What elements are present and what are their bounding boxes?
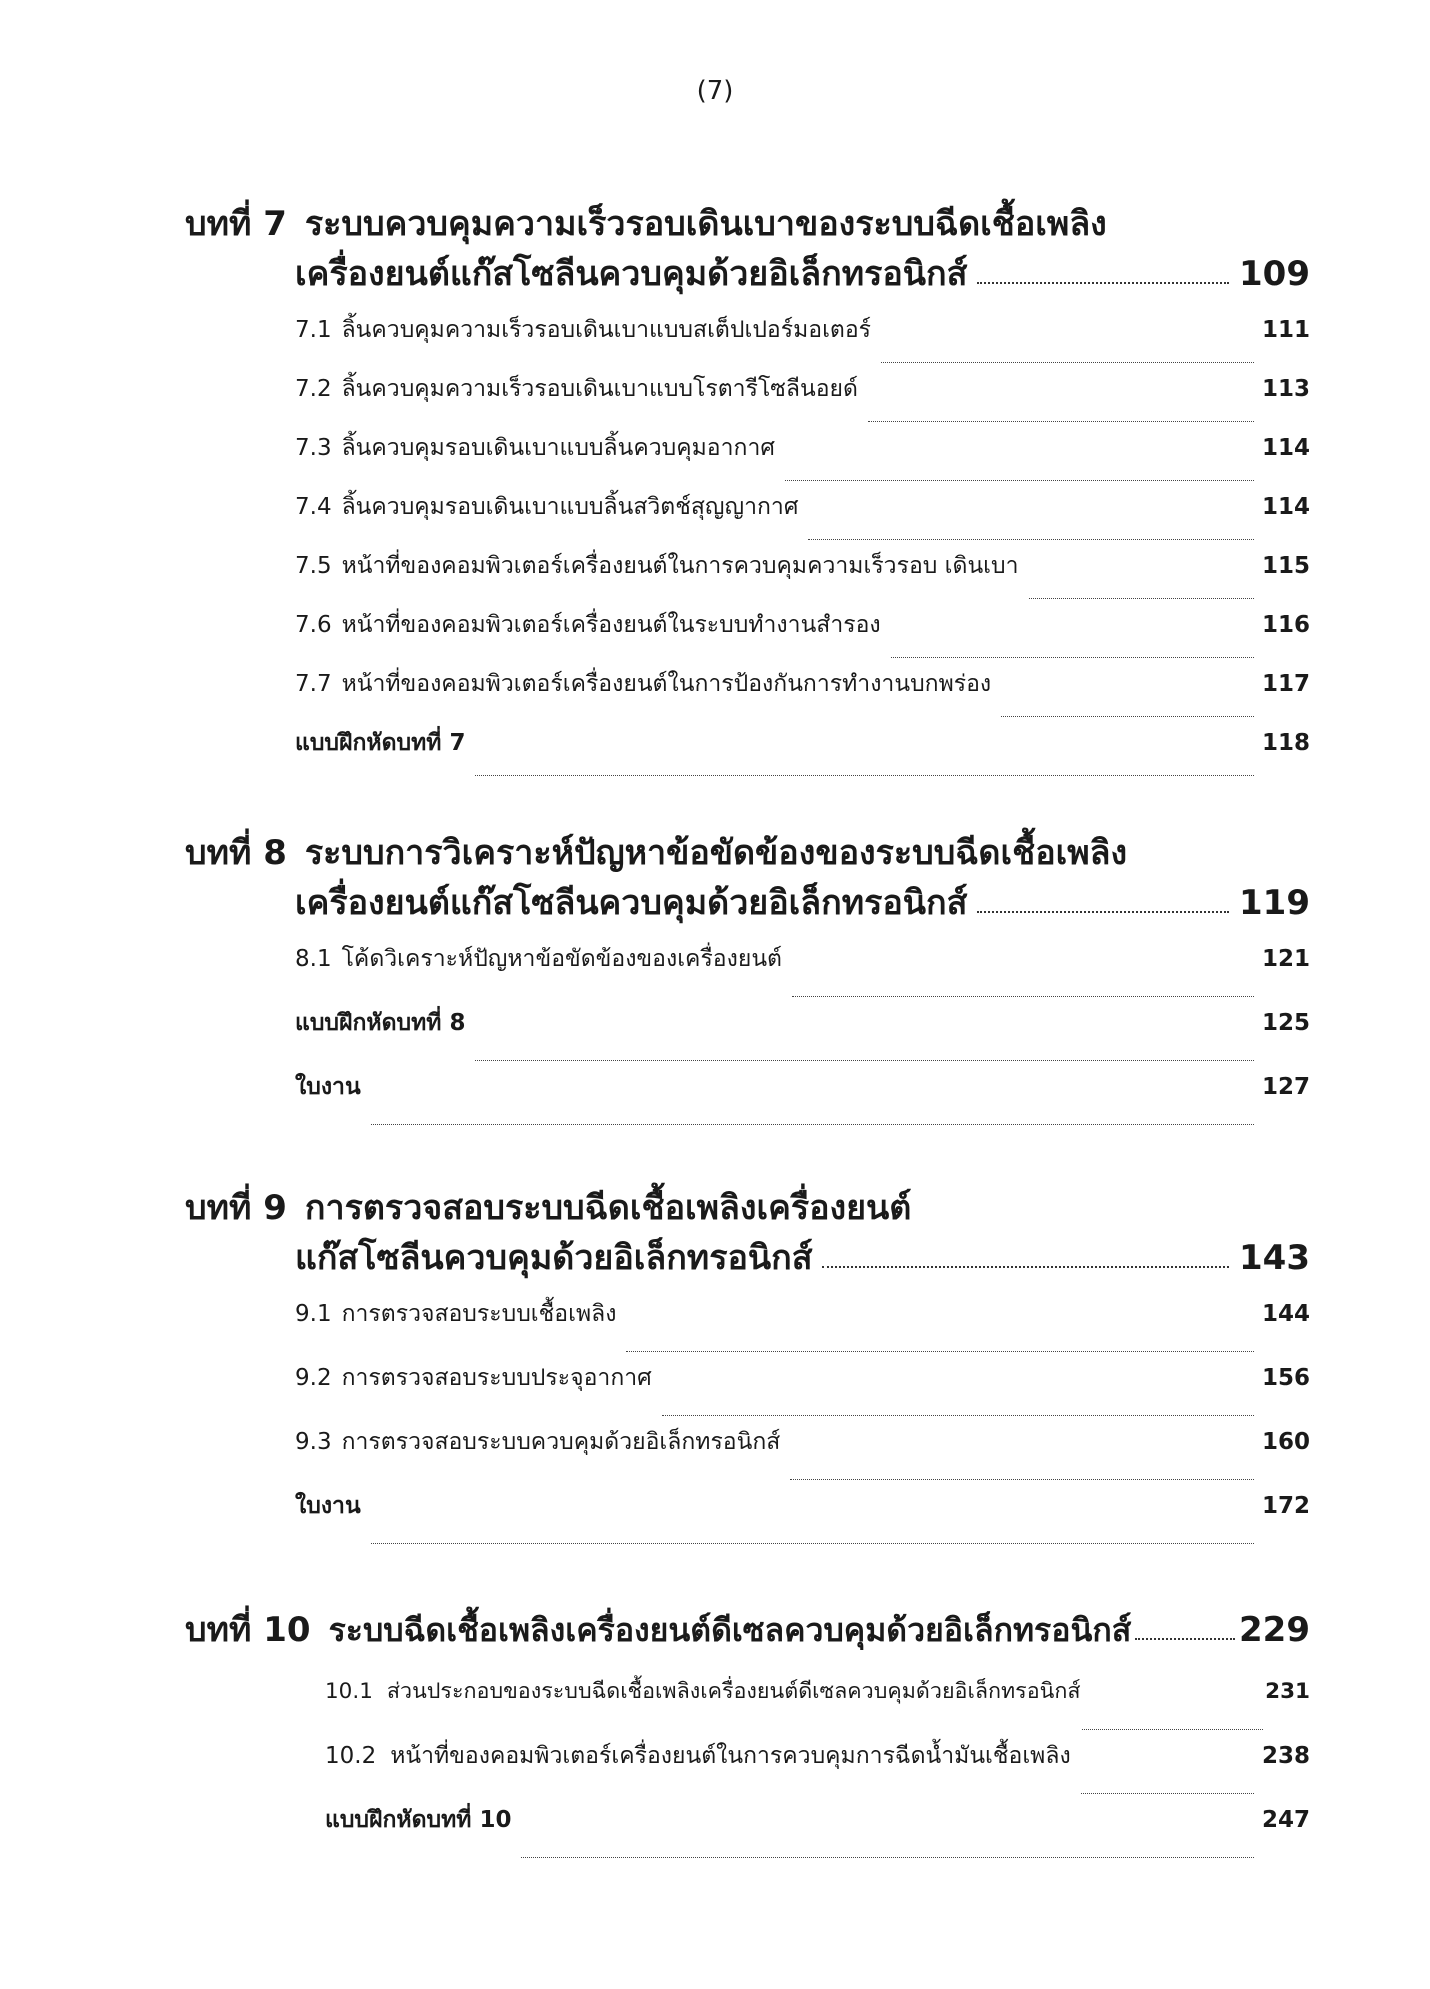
toc-entry-7-4[interactable]	[295, 489, 1310, 548]
entry-number: 9.2	[295, 1365, 332, 1391]
leader-dots	[1001, 716, 1254, 717]
chapter-label: บทที่ 8	[185, 833, 287, 873]
toc-entry-7-6[interactable]	[295, 607, 1310, 666]
toc-entry-7-1[interactable]	[295, 312, 1310, 371]
toc-entry-7-3[interactable]	[295, 430, 1310, 489]
toc-entry-exercise-8[interactable]	[295, 1005, 1310, 1069]
toc-entry-9-2[interactable]	[295, 1360, 1310, 1424]
leader-dots	[891, 657, 1254, 658]
entry-page: 114	[1261, 435, 1310, 461]
toc-entry-10-1[interactable]	[325, 1674, 1310, 1738]
entry-text: แบบฝึกหัดบทที่ 8	[295, 1010, 466, 1036]
leader-dots	[808, 539, 1254, 540]
chapter-9	[185, 1180, 1310, 1552]
entry-text: หน้าที่ของคอมพิวเตอร์เครื่องยนต์ในระบบทำงานสำรอง	[341, 612, 881, 638]
entry-number: 7.2	[295, 376, 332, 402]
entry-page: 121	[1261, 946, 1310, 972]
leader-dots	[881, 362, 1254, 363]
chapter-heading-line2	[185, 1230, 1310, 1280]
entry-page: 160	[1261, 1429, 1310, 1455]
chapter-page: 143	[1239, 1238, 1310, 1278]
chapter-7	[185, 196, 1310, 784]
page-number: (7)	[696, 76, 734, 106]
chapter-label: บทที่ 9	[185, 1188, 287, 1228]
entry-number: 9.1	[295, 1301, 332, 1327]
chapter-heading-line1	[185, 825, 1310, 875]
chapter-page: 109	[1239, 254, 1310, 294]
chapter-page: 229	[1239, 1610, 1310, 1650]
entry-text: ใบงาน	[295, 1074, 361, 1100]
leader-dots	[977, 911, 1229, 913]
toc-entry-10-2[interactable]	[325, 1738, 1310, 1802]
leader-dots	[1135, 1638, 1235, 1640]
entry-text: ลิ้นควบคุมรอบเดินเบาแบบลิ้นสวิตช์สุญญากาศ	[341, 494, 799, 520]
entry-page: 125	[1261, 1010, 1310, 1036]
entry-page: 118	[1261, 730, 1310, 756]
entry-text: หน้าที่ของคอมพิวเตอร์เครื่องยนต์ในการป้องกันการทำงานบกพร่อง	[341, 671, 992, 697]
chapter-label: บทที่ 7	[185, 204, 287, 244]
toc-entry-7-5[interactable]	[295, 548, 1310, 607]
leader-dots	[792, 996, 1254, 997]
leader-dots	[790, 1479, 1254, 1480]
entry-number: 7.5	[295, 553, 332, 579]
chapter-heading-line1	[185, 1602, 1310, 1652]
entry-page: 231	[1265, 1679, 1310, 1704]
entry-text: การตรวจสอบระบบประจุอากาศ	[341, 1365, 652, 1391]
chapter-page: 119	[1239, 883, 1310, 923]
toc-entry-worksheet-8[interactable]	[295, 1069, 1310, 1133]
leader-dots	[868, 421, 1254, 422]
chapter-heading-line2	[185, 246, 1310, 296]
chapter-heading-line1	[185, 196, 1310, 246]
entry-number: 7.7	[295, 671, 332, 697]
chapter-heading-line2	[185, 875, 1310, 925]
leader-dots	[785, 480, 1254, 481]
entry-number: 10.2	[325, 1743, 377, 1769]
chapter-title-line1: การตรวจสอบระบบฉีดเชื้อเพลิงเครื่องยนต์	[304, 1188, 912, 1228]
leader-dots	[475, 1060, 1254, 1061]
toc-entry-9-3[interactable]	[295, 1424, 1310, 1488]
entry-list	[185, 941, 1310, 1133]
leader-dots	[371, 1543, 1254, 1544]
chapter-title-line1: ระบบการวิเคราะห์ปัญหาข้อขัดข้องของระบบฉีดเชื้อเพลิง	[304, 833, 1128, 873]
toc-entry-7-7[interactable]	[295, 666, 1310, 725]
entry-number: 7.1	[295, 317, 332, 343]
chapter-title-line2: เครื่องยนต์แก๊สโซลีนควบคุมด้วยอิเล็กทรอนิกส์	[295, 254, 968, 294]
entry-page: 144	[1261, 1301, 1310, 1327]
toc-entry-9-1[interactable]	[295, 1296, 1310, 1360]
entry-number: 7.4	[295, 494, 332, 520]
entry-number: 10.1	[325, 1679, 373, 1704]
chapter-heading-line1	[185, 1180, 1310, 1230]
entry-list	[185, 312, 1310, 784]
entry-page: 127	[1261, 1074, 1310, 1100]
chapter-title-line2: เครื่องยนต์แก๊สโซลีนควบคุมด้วยอิเล็กทรอนิกส์	[295, 883, 968, 923]
entry-list	[185, 1674, 1310, 1866]
leader-dots	[626, 1351, 1254, 1352]
chapter-title-line1: ระบบฉีดเชื้อเพลิงเครื่องยนต์ดีเซลควบคุมด้วยอิเล็กทรอนิกส์	[328, 1611, 1132, 1649]
leader-dots	[1082, 1729, 1263, 1730]
leader-dots	[1029, 598, 1254, 599]
entry-number: 9.3	[295, 1429, 332, 1455]
chapter-8	[185, 825, 1310, 1133]
entry-page: 115	[1261, 553, 1310, 579]
entry-text: ใบงาน	[295, 1493, 361, 1519]
entry-page: 172	[1261, 1493, 1310, 1519]
leader-dots	[1081, 1793, 1254, 1794]
toc-entry-exercise-10[interactable]	[325, 1802, 1310, 1866]
entry-number: 7.3	[295, 435, 332, 461]
chapter-title-line2: แก๊สโซลีนควบคุมด้วยอิเล็กทรอนิกส์	[295, 1238, 813, 1278]
leader-dots	[977, 282, 1229, 284]
toc-entry-worksheet-9[interactable]	[295, 1488, 1310, 1552]
toc-entry-7-2[interactable]	[295, 371, 1310, 430]
entry-text: ลิ้นควบคุมความเร็วรอบเดินเบาแบบโรตารีโซลีนอยด์	[341, 376, 858, 402]
entry-text: การตรวจสอบระบบควบคุมด้วยอิเล็กทรอนิกส์	[341, 1429, 781, 1455]
leader-dots	[822, 1266, 1229, 1268]
entry-text: แบบฝึกหัดบทที่ 10	[325, 1807, 512, 1833]
entry-text: การตรวจสอบระบบเชื้อเพลิง	[341, 1301, 617, 1327]
entry-list	[185, 1296, 1310, 1552]
leader-dots	[662, 1415, 1254, 1416]
toc-entry-exercise-7[interactable]	[295, 725, 1310, 784]
chapter-title-line1: ระบบควบคุมความเร็วรอบเดินเบาของระบบฉีดเชื้อเพลิง	[304, 204, 1107, 244]
leader-dots	[475, 775, 1254, 776]
leader-dots	[371, 1124, 1254, 1125]
entry-page: 113	[1261, 376, 1310, 402]
entry-text: ลิ้นควบคุมรอบเดินเบาแบบลิ้นควบคุมอากาศ	[341, 435, 775, 461]
toc-entry-8-1[interactable]	[295, 941, 1310, 1005]
entry-page: 114	[1261, 494, 1310, 520]
leader-dots	[521, 1857, 1254, 1858]
chapter-10	[185, 1602, 1310, 1866]
entry-page: 111	[1261, 317, 1310, 343]
entry-text: ลิ้นควบคุมความเร็วรอบเดินเบาแบบสเต็ปเปอร์มอเตอร์	[341, 317, 872, 343]
entry-page: 116	[1261, 612, 1310, 638]
entry-number: 8.1	[295, 946, 332, 972]
entry-text: ส่วนประกอบของระบบฉีดเชื้อเพลิงเครื่องยนต์ดีเซลควบคุมด้วยอิเล็กทรอนิกส์	[386, 1679, 1081, 1704]
entry-text: หน้าที่ของคอมพิวเตอร์เครื่องยนต์ในการควบคุมความเร็วรอบ เดินเบา	[341, 553, 1019, 579]
entry-page: 238	[1261, 1743, 1310, 1769]
entry-text: แบบฝึกหัดบทที่ 7	[295, 730, 466, 756]
entry-text: หน้าที่ของคอมพิวเตอร์เครื่องยนต์ในการควบคุมการฉีดน้ำมันเชื้อเพลิง	[390, 1743, 1071, 1769]
entry-number: 7.6	[295, 612, 332, 638]
entry-page: 156	[1261, 1365, 1310, 1391]
chapter-label: บทที่ 10	[185, 1610, 311, 1650]
entry-text: โค้ดวิเคราะห์ปัญหาข้อขัดข้องของเครื่องยนต์	[341, 946, 782, 972]
entry-page: 247	[1261, 1807, 1310, 1833]
entry-page: 117	[1261, 671, 1310, 697]
